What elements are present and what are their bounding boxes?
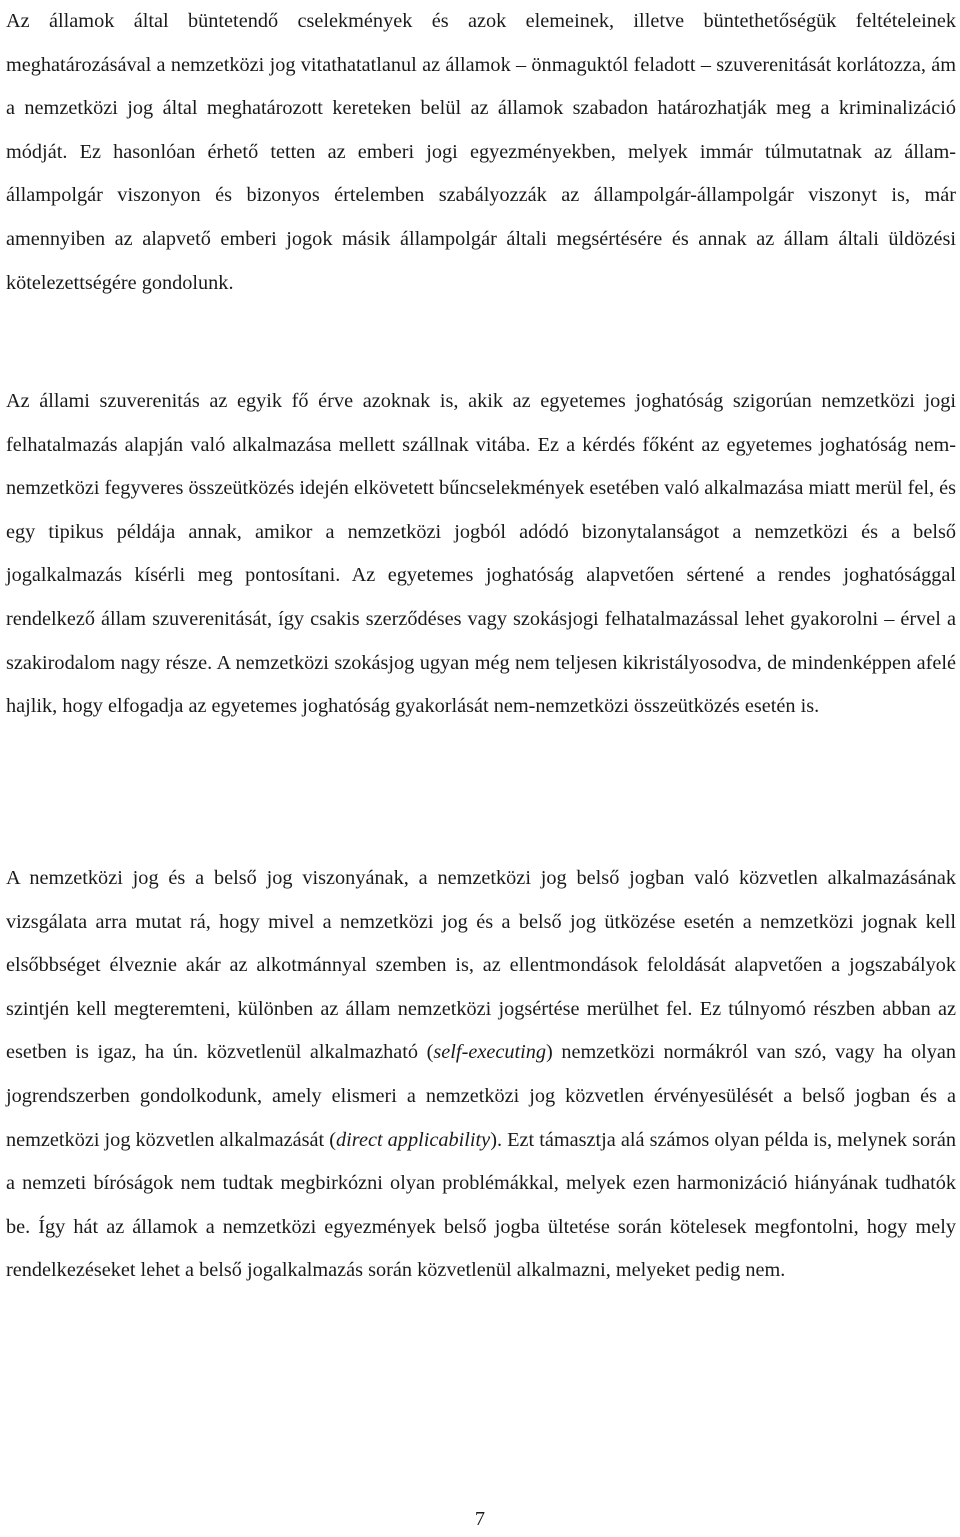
paragraph-3-text-b: ) nemzetközi normákról van szó, vagy ha olyan jogrendszerben gondolkodunk, amely elismeri a nemzetközi jog közvetlen érvényesülését a belső jogban és a nemzetközi jog közvetlen alkalmazását ( <box>6 1041 956 1151</box>
paragraph-3-term-self-executing: self-executing <box>433 1041 547 1064</box>
document-page <box>6 0 956 1537</box>
paragraph-3-text-c: ). Ezt támasztja alá számos olyan példa is, melynek során a nemzeti bíróságok nem tudtak megbirkózni olyan problémákkal, melyek ezen harmonizáció hiányának tudhatók be. Így hát az államok a nemzetközi egyezmények belső jogba ültetése során kötelesek megfontolni, hogy mely rendelkezéseket lehet a belső jogalkalmazás során közvetlenül alkalmazni, melyeket pedig nem. <box>6 1128 957 1282</box>
paragraph-3-term-direct-applicability: direct applicability <box>336 1128 491 1151</box>
page-number: 7 <box>474 1508 486 1530</box>
paragraph-3 <box>6 857 956 1293</box>
paragraph-2: Az állami szuverenitás az egyik fő érve azoknak is, akik az egyetemes joghatóság szigorúan nemzetközi jogi felhatalmazás alapján való alkalmazása mellett szállnak vitába. Ez a kérdés főként az egyetemes joghatóság nem-nemzetközi fegyveres összeütközés idején elkövetett bűncselekmények esetében való alkalmazása miatt merül fel, és egy tipikus példája annak, amikor a nemzetközi jogból adódó bizonytalanságot a nemzetközi és a belső jogalkalmazás kísérli meg pontosítani. Az egyetemes joghatóság alapvetően sértené a rendes joghatósággal rendelkező állam szuverenitását, így csakis szerződéses vagy szokásjogi felhatalmazással lehet gyakorolni – érvel a szakirodalom nagy része. A nemzetközi szokásjog ugyan még nem teljesen kikristályosodva, de mindenképpen afelé hajlik, hogy elfogadja az egyetemes joghatóság gyakorlását nem-nemzetközi összeütközés esetén is. <box>6 390 957 718</box>
paragraph-3-text-a: A nemzetközi jog és a belső jog viszonyának, a nemzetközi jog belső jogban való közvetlen alkalmazásának vizsgálata arra mutat rá, hogy mivel a nemzetközi jog és a belső jog ütközése esetén a nemzetközi jognak kell elsőbbséget élveznie akár az alkotmánnyal szemben is, az ellentmondások feloldását alapvetően a jogszabályok szintjén kell megteremteni, különben az állam nemzetközi jogsértése merülhet fel. Ez túlnyomó részben abban az esetben is igaz, ha ún. közvetlenül alkalmazható ( <box>6 867 956 1064</box>
paragraph-1: Az államok által büntetendő cselekmények és azok elemeinek, illetve büntethetőségük feltételeinek meghatározásával a nemzetközi jog vitathatatlanul az államok – önmaguktól feladott – szuverenitását korlátozza, ám a nemzetközi jog által meghatározott kereteken belül az államok szabadon határozhatják meg a kriminalizáció módját. Ez hasonlóan érhető tetten az emberi jogi egyezményekben, melyek immár túlmutatnak az állam-állampolgár viszonyon és bizonyos értelemben szabályozzák az állampolgár-állampolgár viszonyt is, már amennyiben az alapvető emberi jogok másik állampolgár általi megsértésére és annak az állam általi üldözési kötelezettségére gondolunk. <box>6 10 956 294</box>
